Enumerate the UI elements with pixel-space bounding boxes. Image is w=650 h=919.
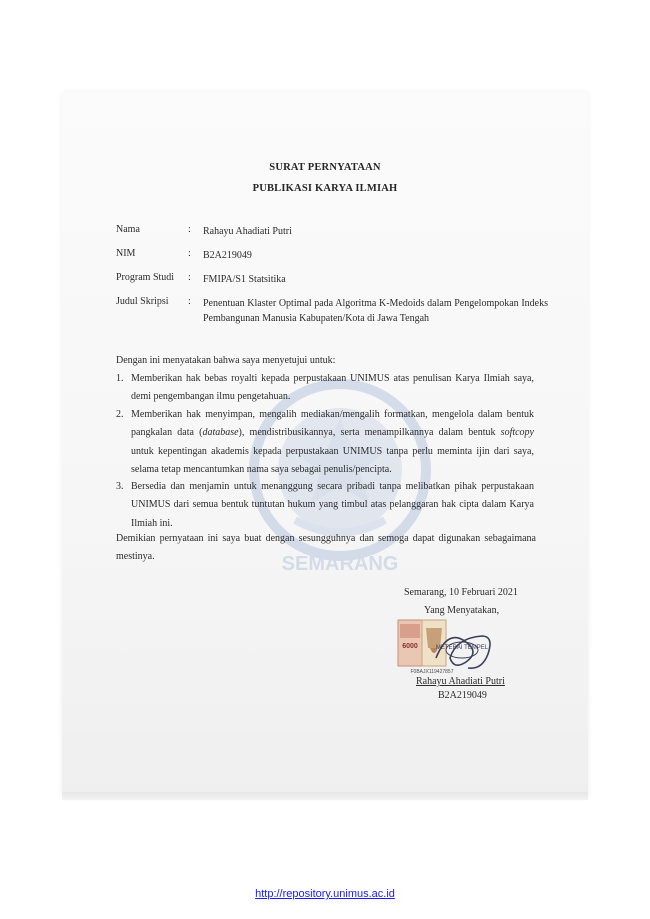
list-number: 1.	[116, 373, 124, 384]
field-label: Nama	[116, 224, 140, 235]
list-text: Memberikan hak bebas royalti kepada perpustakaan UNIMUS atas penulisan Karya Ilmiah saya, demi pengembangan ilmu pengetahuan.	[131, 373, 534, 403]
list-text-part: ), mendistribusikannya, serta menampilkannya dalam bentuk	[238, 427, 501, 439]
list-text-italic: softcopy	[500, 427, 534, 439]
watermark-text: SEMARANG	[281, 553, 399, 575]
list-number: 2.	[116, 409, 124, 420]
list-text: Bersedia dan menjamin untuk menanggung secara pribadi tanpa melibatkan pihak perpustakaan UNIMUS dari semua bentuk tuntutan hukum yang timbul atas pelanggaran hak cipta dalam Karya Ilmiah ini.	[131, 481, 534, 529]
field-label: Program Studi	[116, 272, 175, 283]
field-label: NIM	[116, 248, 136, 259]
field-value: FMIPA/S1 Statsitika	[203, 274, 286, 285]
signature-name: Rahayu Ahadiati Putri	[416, 676, 505, 687]
list-text-part: Memberikan hak menyimpan, mengalih mediakan/mengalih formatkan, mengelola dalam bentuk pangkalan data (	[131, 409, 534, 439]
closing-text: Demikian pernyataan ini saya buat dengan sesungguhnya dan semoga dapat digunakan sebagaimana mestinya.	[116, 533, 536, 563]
title-line-2: PUBLIKASI KARYA ILMIAH	[252, 183, 398, 194]
repository-link[interactable]: http://repository.unimus.ac.id	[255, 888, 395, 900]
signature-role: Yang Menyatakan,	[424, 605, 500, 616]
field-value: B2A219049	[203, 250, 252, 261]
title-line-1: SURAT PERNYATAAN	[269, 162, 381, 173]
signature-place-date: Semarang, 10 Februari 2021	[404, 587, 518, 598]
list-text-part: untuk kepentingan akademis kepada perpustakaan UNIMUS tanpa perlu meminta ijin dari saya, selama tetap mencantumkan nama saya sebagai penulis/pencipta.	[131, 445, 534, 476]
field-label: Judul Skripsi	[116, 296, 169, 307]
meterai-stamp-icon	[396, 618, 504, 676]
field-value: Penentuan Klaster Optimal pada Algoritma K-Medoids dalam Pengelompokan Indeks Pembangunan Manusia Kabupaten/Kota di Jawa Tengah	[203, 298, 548, 324]
stamp-amount: 6000	[402, 643, 418, 650]
field-colon: :	[188, 296, 191, 307]
signature-nim: B2A219049	[438, 690, 487, 701]
field-colon: :	[188, 224, 191, 235]
list-number: 3.	[116, 481, 124, 492]
stamp-text: METERAI TEMPEL	[435, 645, 489, 651]
field-colon: :	[188, 272, 191, 283]
stamp-serial: F0BAJX119427857	[410, 669, 454, 675]
list-text	[131, 406, 534, 480]
scan-edge	[62, 792, 588, 800]
field-colon: :	[188, 248, 191, 259]
list-text-italic: database	[202, 427, 239, 439]
field-value: Rahayu Ahadiati Putri	[203, 226, 292, 237]
intro-text: Dengan ini menyatakan bahwa saya menyetujui untuk:	[116, 355, 336, 366]
